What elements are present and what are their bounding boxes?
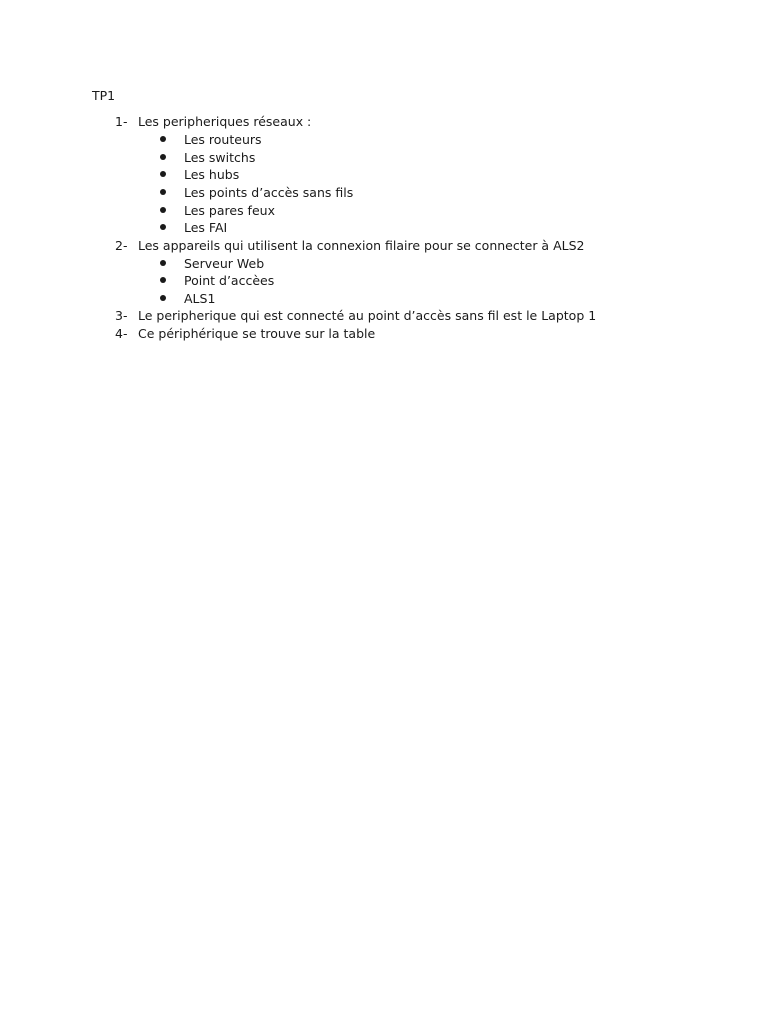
bullet-icon: [160, 224, 166, 230]
bullet-text: Les hubs: [184, 167, 240, 182]
bullet-icon: [160, 277, 166, 283]
bullet-icon: [160, 154, 166, 160]
bullet-icon: [160, 207, 166, 213]
list-number: 1-: [115, 114, 128, 129]
bullet-text: Les points d’accès sans fils: [184, 185, 354, 200]
bullet-text: Serveur Web: [184, 256, 265, 271]
list-item-text: Les appareils qui utilisent la connexion filaire pour se connecter à ALS2: [138, 238, 585, 253]
bullet-text: Les FAI: [184, 220, 228, 235]
bullet-text: Les routeurs: [184, 132, 262, 147]
list-number: 4-: [115, 326, 128, 341]
bullet-text: Point d’accèes: [184, 273, 275, 288]
list-item-text: Les peripheriques réseaux :: [138, 114, 312, 129]
list-item-text: Ce périphérique se trouve sur la table: [138, 326, 376, 341]
bullet-text: Les switchs: [184, 150, 256, 165]
list-item-text: Le peripherique qui est connecté au point d’accès sans fil est le Laptop 1: [138, 308, 597, 323]
bullet-icon: [160, 260, 166, 266]
list-number: 2-: [115, 238, 128, 253]
list-number: 3-: [115, 308, 128, 323]
bullet-icon: [160, 295, 166, 301]
bullet-text: Les pares feux: [184, 203, 275, 218]
bullet-icon: [160, 189, 166, 195]
bullet-icon: [160, 136, 166, 142]
bullet-icon: [160, 171, 166, 177]
bullet-text: ALS1: [184, 291, 216, 306]
document-title: TP1: [92, 88, 116, 103]
